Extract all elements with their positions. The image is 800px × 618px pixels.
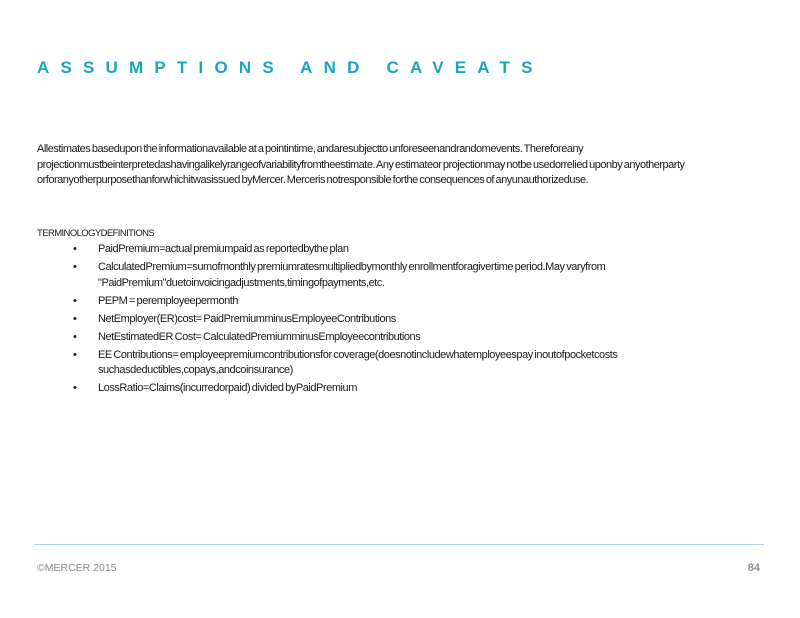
- term-text: PEPM = peremployeepermonth: [98, 294, 239, 307]
- terms-list: [37, 242, 757, 399]
- term-item: [37, 330, 757, 346]
- term-text: NetEmployer(ER)cost= PaidPremiumminusEmployeeContributions: [98, 312, 396, 325]
- intro-paragraph: Allestimates basedupon the informationavailable at a pointintime, andaresubjectto unforeseenandrandomevents. Thereforeany projectionmustbeinterpretedashavingalikelyrangeofvariabilityfromtheestimate. Any estimateor projectionmay notbe usedorrelied uponby anyotherparty orforanyotherpurposethanforwhichitwasissued byMercer. Merceris notresponsible forthe consequences of anyunauthorizeduse.: [37, 143, 685, 186]
- term-item: [37, 294, 757, 310]
- page-number: 84: [747, 562, 760, 574]
- term-text: PaidPremium=actual premiumpaid as reportedbythe plan: [98, 243, 349, 255]
- term-item: [37, 348, 757, 379]
- term-text: NetEstimatedER Cost= CalculatedPremiumminusEmployeecontributions: [98, 330, 421, 343]
- bullet-icon: •: [73, 261, 77, 273]
- bullet-icon: •: [73, 382, 77, 394]
- footer-copyright: ©MERCER 2015: [37, 562, 117, 574]
- term-text: LossRatio=Claims(incurredorpaid) divided byPaidPremium: [98, 382, 357, 394]
- term-item: [37, 260, 757, 291]
- footer-divider: [34, 544, 764, 545]
- term-text: CalculatedPremium=sumofmonthly premiumratesmultipliedbymonthly enrollmentforagivertime period.May varyfrom "PaidPremium"duetoinvoicingadjustments,timingofpayments,etc.: [98, 261, 606, 289]
- term-item: [37, 312, 757, 328]
- term-text: EE Contributions= employeepremiumcontributionsfor coverage(doesnotincludewhatemployeespay inoutofpocketcosts suchasdeductibles,copays,andcoinsurance): [98, 348, 618, 376]
- bullet-icon: •: [73, 330, 77, 343]
- term-item: [37, 381, 757, 397]
- bullet-icon: •: [73, 312, 77, 325]
- bullet-icon: •: [73, 348, 77, 361]
- slide-title: ASSUMPTIONS AND CAVEATS: [37, 58, 544, 77]
- terms-heading: TERMINOLOGYDEFINITIONS: [37, 228, 155, 239]
- bullet-icon: •: [73, 294, 77, 307]
- bullet-icon: •: [73, 243, 77, 255]
- term-item: [37, 242, 757, 258]
